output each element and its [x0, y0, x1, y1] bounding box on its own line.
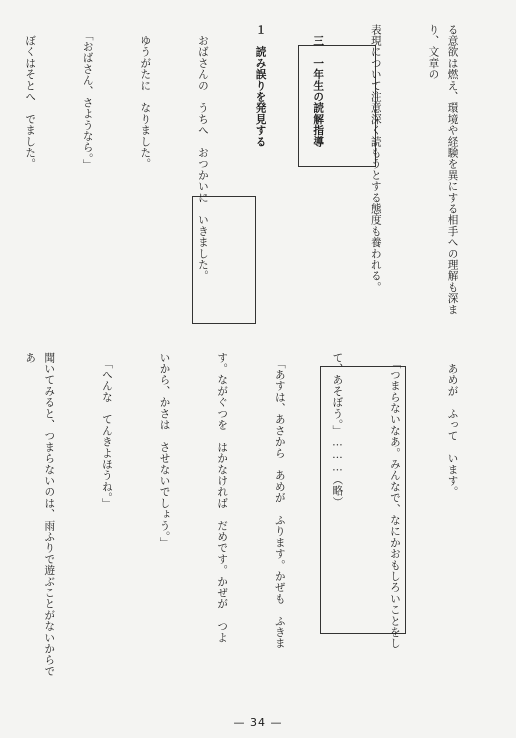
quoted-line: す。ながぐつを はかなければ だめです。かぜが つよ [216, 352, 229, 644]
quoted-line: ゆうがたに なりました。 [139, 24, 152, 170]
quoted-line: 「あすは、あさから あめが ふります。かぜも ふきま [273, 352, 286, 650]
quoted-line: あめが ふって います。 [446, 352, 459, 498]
page-number: — 34 — [233, 716, 283, 729]
subsection-heading: １ 読み誤りを発見する [254, 24, 267, 148]
quoted-line: 「おばさん、さようなら。」 [81, 24, 94, 171]
text-line: る意欲は燃え、環境や経験を異にする相手への理解も深まり、文章の [427, 24, 459, 316]
quoted-line: いから、かさは させないでしょう。」 [158, 352, 171, 549]
lower-text-block [24, 352, 500, 682]
text-line: 表現について注意深く読もうとする態度も養われる。 [369, 24, 382, 293]
upper-text-block [24, 24, 500, 326]
quoted-line: ぼくはそとへ でました。 [24, 24, 37, 170]
text-line: 聞いてみると、つまらないのは、雨ふりで遊ぶことがないからであ [24, 352, 56, 677]
quoted-line: 「へんな てんきよほうね。」 [100, 352, 113, 510]
quoted-line: 「つまらないなあ。みんなで、なにかおもしろいことをし [388, 352, 401, 650]
section-heading: 三 一年生の読解指導 [312, 24, 325, 148]
quoted-line: て、あそぼう。」………（略） [331, 352, 344, 508]
quoted-line: おばさんの うちへ おつかいに いきました。 [196, 24, 209, 282]
